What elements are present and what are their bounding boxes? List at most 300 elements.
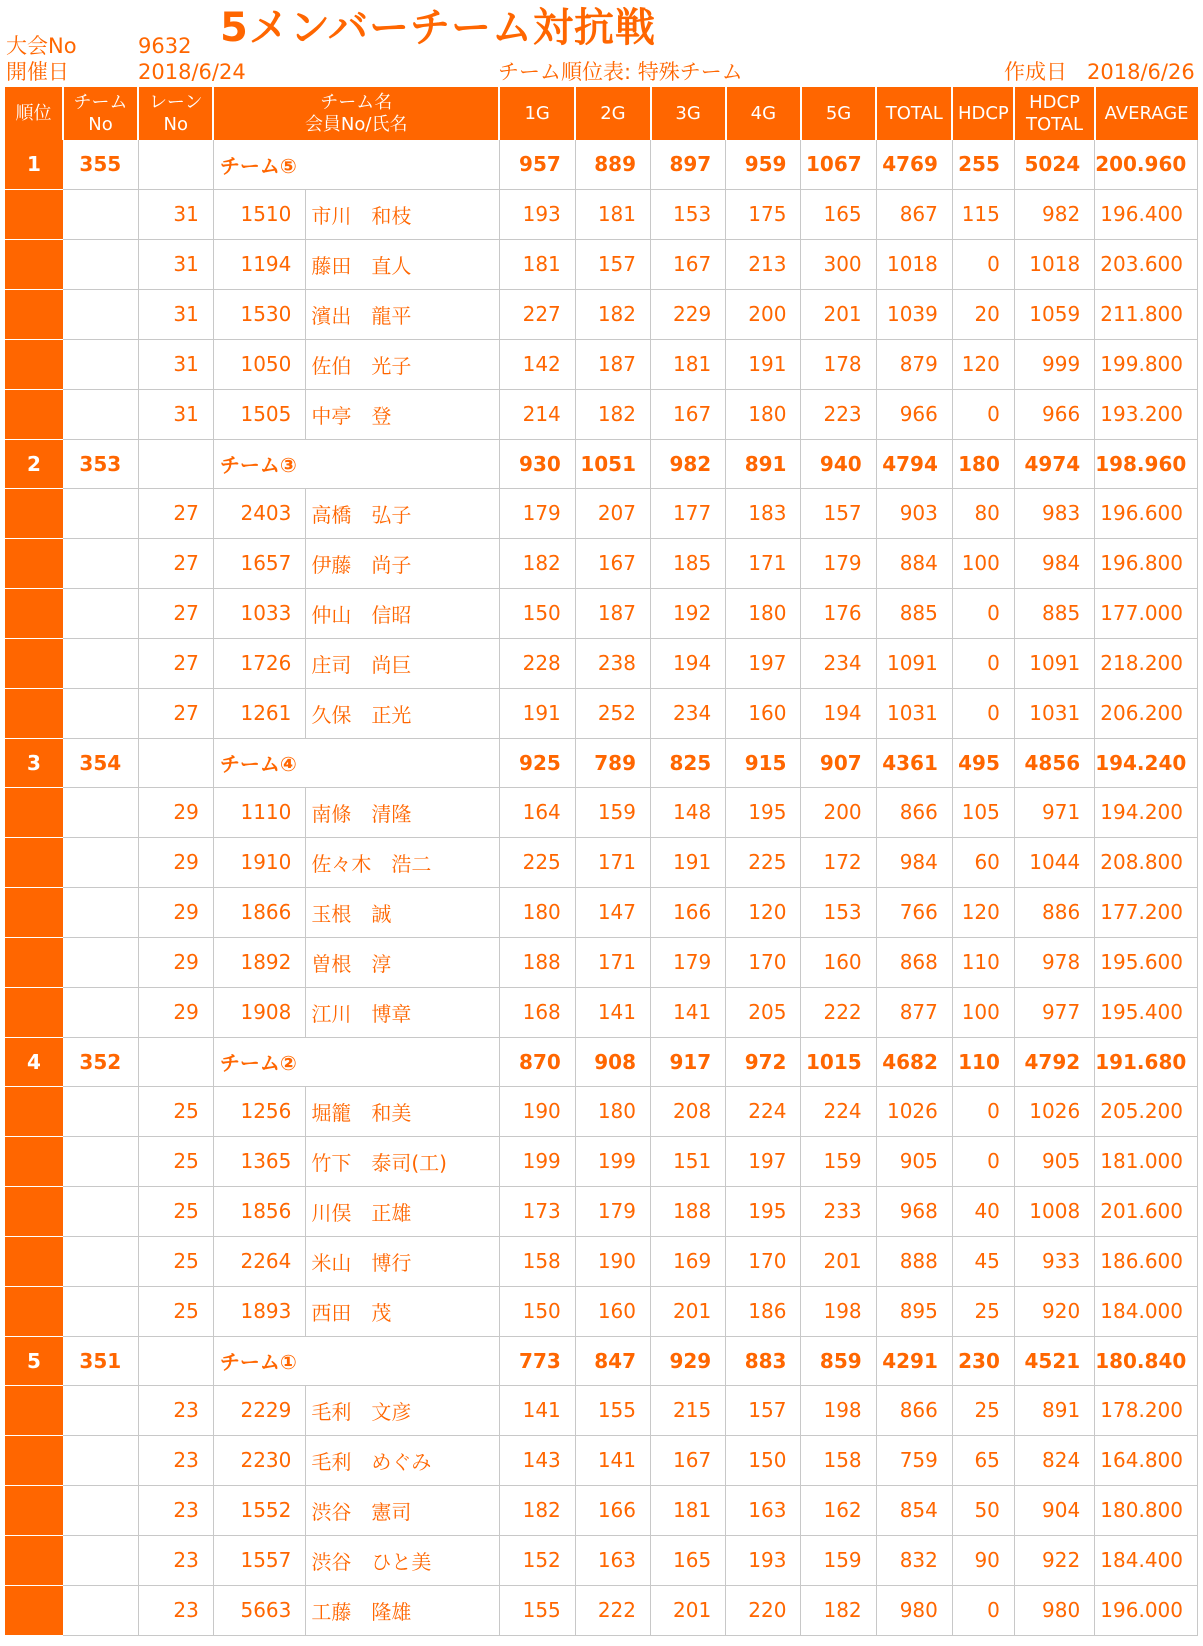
rank-cell — [5, 1435, 63, 1485]
team-g4-cell: 959 — [726, 140, 801, 189]
member-no-cell: 1033 — [213, 588, 306, 638]
member-g5-cell: 300 — [801, 239, 876, 289]
member-no-cell: 5663 — [213, 1585, 306, 1635]
member-g4-cell: 193 — [726, 1535, 801, 1585]
member-g5-cell: 179 — [801, 538, 876, 588]
member-average-cell: 196.400 — [1095, 189, 1198, 239]
rank-cell — [5, 887, 63, 937]
member-g5-cell: 234 — [801, 638, 876, 688]
rank-cell — [5, 688, 63, 738]
member-row — [5, 688, 1198, 738]
member-total-cell: 980 — [876, 1585, 952, 1635]
member-row — [5, 538, 1198, 588]
member-average-cell: 181.000 — [1095, 1136, 1198, 1186]
member-g1-cell: 191 — [499, 688, 575, 738]
member-hdcp-cell: 0 — [952, 688, 1014, 738]
team-name-cell: チーム② — [213, 1037, 499, 1086]
lane-cell — [138, 1037, 213, 1086]
member-g1-cell: 155 — [499, 1585, 575, 1635]
member-row — [5, 837, 1198, 887]
member-g4-cell: 163 — [726, 1485, 801, 1535]
member-g4-cell: 157 — [726, 1385, 801, 1435]
date-label: 開催日 — [6, 60, 69, 84]
member-total-cell: 1026 — [876, 1086, 952, 1136]
member-row — [5, 1435, 1198, 1485]
member-g3-cell: 169 — [651, 1236, 726, 1286]
col-rank: 順位 — [5, 87, 63, 140]
member-g5-cell: 233 — [801, 1186, 876, 1236]
member-g5-cell: 201 — [801, 289, 876, 339]
member-g5-cell: 153 — [801, 887, 876, 937]
team-name-cell: チーム① — [213, 1336, 499, 1385]
member-g1-cell: 199 — [499, 1136, 575, 1186]
member-hdcp-cell: 0 — [952, 1086, 1014, 1136]
member-total-cell: 1039 — [876, 289, 952, 339]
member-name-cell: 佐々木 浩二 — [306, 837, 499, 887]
member-name-cell: 市川 和枝 — [306, 189, 499, 239]
member-g5-cell: 159 — [801, 1535, 876, 1585]
member-g2-cell: 199 — [575, 1136, 650, 1186]
member-g2-cell: 141 — [575, 987, 650, 1037]
team-no-cell — [63, 488, 138, 538]
rank-cell — [5, 937, 63, 987]
member-g2-cell: 163 — [575, 1535, 650, 1585]
team-g5-cell: 859 — [801, 1336, 876, 1385]
member-g4-cell: 220 — [726, 1585, 801, 1635]
member-g1-cell: 143 — [499, 1435, 575, 1485]
member-hdcp-cell: 110 — [952, 937, 1014, 987]
member-row — [5, 1585, 1198, 1635]
member-g1-cell: 182 — [499, 1485, 575, 1535]
team-hdcp-total-cell: 5024 — [1014, 140, 1094, 189]
member-average-cell: 203.600 — [1095, 239, 1198, 289]
team-total-cell: 4682 — [876, 1037, 952, 1086]
team-hdcp-total-cell: 4856 — [1014, 738, 1094, 787]
member-total-cell: 1031 — [876, 688, 952, 738]
member-row — [5, 887, 1198, 937]
member-average-cell: 205.200 — [1095, 1086, 1198, 1136]
lane-cell — [138, 439, 213, 488]
member-hdcp-cell: 45 — [952, 1236, 1014, 1286]
col-g2: 2G — [575, 87, 650, 140]
team-average-cell: 194.240 — [1095, 738, 1198, 787]
member-no-cell: 1505 — [213, 389, 306, 439]
rank-cell: 3 — [5, 738, 63, 787]
member-hdcp-cell: 115 — [952, 189, 1014, 239]
member-g1-cell: 190 — [499, 1086, 575, 1136]
member-hdcp-total-cell: 886 — [1014, 887, 1094, 937]
member-no-cell: 1194 — [213, 239, 306, 289]
member-g4-cell: 160 — [726, 688, 801, 738]
member-g4-cell: 120 — [726, 887, 801, 937]
team-name-cell: チーム③ — [213, 439, 499, 488]
member-no-cell: 2403 — [213, 488, 306, 538]
team-row — [5, 140, 1198, 189]
team-g4-cell: 972 — [726, 1037, 801, 1086]
team-row — [5, 1336, 1198, 1385]
member-hdcp-total-cell: 933 — [1014, 1236, 1094, 1286]
col-g1: 1G — [499, 87, 575, 140]
rank-cell — [5, 837, 63, 887]
team-hdcp-cell: 255 — [952, 140, 1014, 189]
member-hdcp-total-cell: 1008 — [1014, 1186, 1094, 1236]
member-g1-cell: 225 — [499, 837, 575, 887]
member-no-cell: 2229 — [213, 1385, 306, 1435]
member-name-cell: 高橋 弘子 — [306, 488, 499, 538]
member-g5-cell: 201 — [801, 1236, 876, 1286]
team-g5-cell: 1067 — [801, 140, 876, 189]
rank-cell — [5, 787, 63, 837]
team-g5-cell: 940 — [801, 439, 876, 488]
member-average-cell: 186.600 — [1095, 1236, 1198, 1286]
rank-cell — [5, 1186, 63, 1236]
member-g5-cell: 176 — [801, 588, 876, 638]
member-g5-cell: 158 — [801, 1435, 876, 1485]
member-g4-cell: 213 — [726, 239, 801, 289]
member-g3-cell: 151 — [651, 1136, 726, 1186]
member-name-cell: 米山 博行 — [306, 1236, 499, 1286]
member-g1-cell: 173 — [499, 1186, 575, 1236]
team-g2-cell: 908 — [575, 1037, 650, 1086]
created-label: 作成日 — [1004, 60, 1067, 84]
lane-cell — [138, 1336, 213, 1385]
member-g1-cell: 152 — [499, 1535, 575, 1585]
page-title: 5メンバーチーム対抗戦 — [220, 5, 657, 51]
member-hdcp-cell: 100 — [952, 538, 1014, 588]
member-g2-cell: 159 — [575, 787, 650, 837]
member-g2-cell: 187 — [575, 339, 650, 389]
team-no-cell — [63, 1236, 138, 1286]
member-g3-cell: 229 — [651, 289, 726, 339]
team-name-cell: チーム④ — [213, 738, 499, 787]
member-no-cell: 1893 — [213, 1286, 306, 1336]
member-g5-cell: 159 — [801, 1136, 876, 1186]
team-no-cell — [63, 588, 138, 638]
team-name-cell: チーム⑤ — [213, 140, 499, 189]
member-g1-cell: 164 — [499, 787, 575, 837]
member-g2-cell: 180 — [575, 1086, 650, 1136]
lane-cell: 31 — [138, 289, 213, 339]
team-no-cell — [63, 189, 138, 239]
lane-cell: 25 — [138, 1186, 213, 1236]
team-no-cell — [63, 1136, 138, 1186]
member-g2-cell: 222 — [575, 1585, 650, 1635]
member-g3-cell: 153 — [651, 189, 726, 239]
lane-cell: 25 — [138, 1236, 213, 1286]
rank-cell — [5, 389, 63, 439]
member-total-cell: 879 — [876, 339, 952, 389]
member-row — [5, 239, 1198, 289]
member-g1-cell: 193 — [499, 189, 575, 239]
member-hdcp-cell: 60 — [952, 837, 1014, 887]
member-g3-cell: 141 — [651, 987, 726, 1037]
member-g2-cell: 166 — [575, 1485, 650, 1535]
member-hdcp-total-cell: 891 — [1014, 1385, 1094, 1435]
member-total-cell: 968 — [876, 1186, 952, 1236]
member-g3-cell: 191 — [651, 837, 726, 887]
member-row — [5, 1286, 1198, 1336]
member-g2-cell: 171 — [575, 937, 650, 987]
rank-cell — [5, 1136, 63, 1186]
member-row — [5, 1485, 1198, 1535]
member-hdcp-cell: 120 — [952, 887, 1014, 937]
tournament-no: 9632 — [138, 34, 192, 58]
member-average-cell: 177.200 — [1095, 887, 1198, 937]
member-row — [5, 1186, 1198, 1236]
team-total-cell: 4361 — [876, 738, 952, 787]
rank-cell — [5, 1086, 63, 1136]
member-average-cell: 195.400 — [1095, 987, 1198, 1037]
member-hdcp-total-cell: 984 — [1014, 538, 1094, 588]
member-total-cell: 854 — [876, 1485, 952, 1535]
member-g4-cell: 150 — [726, 1435, 801, 1485]
member-hdcp-cell: 0 — [952, 389, 1014, 439]
member-g1-cell: 228 — [499, 638, 575, 688]
member-g5-cell: 165 — [801, 189, 876, 239]
member-average-cell: 196.000 — [1095, 1585, 1198, 1635]
member-hdcp-total-cell: 1026 — [1014, 1086, 1094, 1136]
member-total-cell: 984 — [876, 837, 952, 887]
member-name-cell: 西田 茂 — [306, 1286, 499, 1336]
team-no-cell — [63, 688, 138, 738]
member-name-cell: 渋谷 憲司 — [306, 1485, 499, 1535]
member-average-cell: 193.200 — [1095, 389, 1198, 439]
lane-cell: 23 — [138, 1585, 213, 1635]
member-hdcp-total-cell: 885 — [1014, 588, 1094, 638]
lane-cell: 29 — [138, 937, 213, 987]
rank-cell — [5, 289, 63, 339]
team-no-cell — [63, 1435, 138, 1485]
team-no-cell — [63, 538, 138, 588]
member-average-cell: 177.000 — [1095, 588, 1198, 638]
member-g2-cell: 207 — [575, 488, 650, 538]
team-hdcp-total-cell: 4792 — [1014, 1037, 1094, 1086]
col-g3: 3G — [651, 87, 726, 140]
member-total-cell: 866 — [876, 787, 952, 837]
lane-cell: 25 — [138, 1086, 213, 1136]
member-no-cell: 1261 — [213, 688, 306, 738]
member-g2-cell: 182 — [575, 389, 650, 439]
member-hdcp-cell: 0 — [952, 1585, 1014, 1635]
member-name-cell: 庄司 尚巨 — [306, 638, 499, 688]
rank-cell: 2 — [5, 439, 63, 488]
member-name-cell: 南條 清隆 — [306, 787, 499, 837]
rank-cell — [5, 638, 63, 688]
rank-cell: 5 — [5, 1336, 63, 1385]
team-g3-cell: 825 — [651, 738, 726, 787]
member-hdcp-total-cell: 824 — [1014, 1435, 1094, 1485]
team-no-cell — [63, 339, 138, 389]
member-total-cell: 832 — [876, 1535, 952, 1585]
lane-cell: 31 — [138, 339, 213, 389]
team-g4-cell: 883 — [726, 1336, 801, 1385]
team-g3-cell: 897 — [651, 140, 726, 189]
member-row — [5, 1136, 1198, 1186]
member-g4-cell: 197 — [726, 638, 801, 688]
member-average-cell: 199.800 — [1095, 339, 1198, 389]
col-average: AVERAGE — [1095, 87, 1198, 140]
member-name-cell: 中亭 登 — [306, 389, 499, 439]
team-g2-cell: 847 — [575, 1336, 650, 1385]
rank-cell — [5, 1535, 63, 1585]
lane-cell: 23 — [138, 1485, 213, 1535]
member-hdcp-cell: 50 — [952, 1485, 1014, 1535]
col-lane-no: レーン No — [138, 87, 213, 140]
member-g4-cell: 170 — [726, 937, 801, 987]
member-hdcp-total-cell: 978 — [1014, 937, 1094, 987]
member-average-cell: 195.600 — [1095, 937, 1198, 987]
member-g1-cell: 227 — [499, 289, 575, 339]
team-no-cell — [63, 389, 138, 439]
member-g5-cell: 222 — [801, 987, 876, 1037]
lane-cell: 23 — [138, 1535, 213, 1585]
member-hdcp-total-cell: 1031 — [1014, 688, 1094, 738]
team-g1-cell: 957 — [499, 140, 575, 189]
team-average-cell: 200.960 — [1095, 140, 1198, 189]
member-g3-cell: 179 — [651, 937, 726, 987]
member-name-cell: 川俣 正雄 — [306, 1186, 499, 1236]
member-g1-cell: 158 — [499, 1236, 575, 1286]
col-team-no: チーム No — [63, 87, 138, 140]
lane-cell: 23 — [138, 1385, 213, 1435]
team-no-cell — [63, 239, 138, 289]
member-hdcp-cell: 120 — [952, 339, 1014, 389]
rank-cell — [5, 538, 63, 588]
member-hdcp-total-cell: 904 — [1014, 1485, 1094, 1535]
member-no-cell: 1657 — [213, 538, 306, 588]
member-g1-cell: 168 — [499, 987, 575, 1037]
member-g1-cell: 180 — [499, 887, 575, 937]
col-g4: 4G — [726, 87, 801, 140]
rank-cell — [5, 987, 63, 1037]
rank-cell — [5, 488, 63, 538]
member-total-cell: 866 — [876, 1385, 952, 1435]
member-average-cell: 194.200 — [1095, 787, 1198, 837]
member-total-cell: 966 — [876, 389, 952, 439]
member-g1-cell: 214 — [499, 389, 575, 439]
member-g5-cell: 182 — [801, 1585, 876, 1635]
member-hdcp-total-cell: 966 — [1014, 389, 1094, 439]
member-total-cell: 888 — [876, 1236, 952, 1286]
member-g4-cell: 195 — [726, 787, 801, 837]
member-no-cell: 1365 — [213, 1136, 306, 1186]
member-name-cell: 仲山 信昭 — [306, 588, 499, 638]
member-name-cell: 毛利 文彦 — [306, 1385, 499, 1435]
team-hdcp-total-cell: 4974 — [1014, 439, 1094, 488]
member-total-cell: 895 — [876, 1286, 952, 1336]
member-row — [5, 588, 1198, 638]
member-g3-cell: 192 — [651, 588, 726, 638]
member-row — [5, 1535, 1198, 1585]
member-g2-cell: 179 — [575, 1186, 650, 1236]
lane-cell: 31 — [138, 189, 213, 239]
rank-cell — [5, 189, 63, 239]
member-no-cell: 1530 — [213, 289, 306, 339]
member-name-cell: 藤田 直人 — [306, 239, 499, 289]
ranking-table — [5, 87, 1198, 1636]
col-hdcp-total: HDCP TOTAL — [1014, 87, 1094, 140]
member-g3-cell: 181 — [651, 1485, 726, 1535]
team-g3-cell: 982 — [651, 439, 726, 488]
lane-cell: 27 — [138, 688, 213, 738]
member-g4-cell: 171 — [726, 538, 801, 588]
member-no-cell: 1726 — [213, 638, 306, 688]
member-g5-cell: 157 — [801, 488, 876, 538]
member-average-cell: 196.600 — [1095, 488, 1198, 538]
member-total-cell: 884 — [876, 538, 952, 588]
member-g2-cell: 187 — [575, 588, 650, 638]
member-no-cell: 1557 — [213, 1535, 306, 1585]
member-g3-cell: 194 — [651, 638, 726, 688]
lane-cell: 27 — [138, 588, 213, 638]
member-hdcp-cell: 0 — [952, 638, 1014, 688]
member-hdcp-total-cell: 1018 — [1014, 239, 1094, 289]
member-total-cell: 903 — [876, 488, 952, 538]
member-g1-cell: 181 — [499, 239, 575, 289]
team-no-cell — [63, 1585, 138, 1635]
member-g4-cell: 175 — [726, 189, 801, 239]
member-row — [5, 1385, 1198, 1435]
member-total-cell: 1091 — [876, 638, 952, 688]
member-g2-cell: 190 — [575, 1236, 650, 1286]
member-name-cell: 渋谷 ひと美 — [306, 1535, 499, 1585]
team-g2-cell: 789 — [575, 738, 650, 787]
member-no-cell: 1510 — [213, 189, 306, 239]
team-no-cell: 355 — [63, 140, 138, 189]
member-g3-cell: 148 — [651, 787, 726, 837]
member-average-cell: 180.800 — [1095, 1485, 1198, 1535]
member-average-cell: 164.800 — [1095, 1435, 1198, 1485]
team-no-cell — [63, 1485, 138, 1535]
team-no-cell: 353 — [63, 439, 138, 488]
member-g3-cell: 188 — [651, 1186, 726, 1236]
member-total-cell: 877 — [876, 987, 952, 1037]
member-name-cell: 玉根 誠 — [306, 887, 499, 937]
member-row — [5, 1236, 1198, 1286]
team-g5-cell: 907 — [801, 738, 876, 787]
lane-cell: 29 — [138, 787, 213, 837]
team-g3-cell: 929 — [651, 1336, 726, 1385]
member-g1-cell: 179 — [499, 488, 575, 538]
member-average-cell: 206.200 — [1095, 688, 1198, 738]
member-average-cell: 184.400 — [1095, 1535, 1198, 1585]
member-hdcp-cell: 0 — [952, 1136, 1014, 1186]
team-g3-cell: 917 — [651, 1037, 726, 1086]
member-g4-cell: 195 — [726, 1186, 801, 1236]
member-g3-cell: 167 — [651, 239, 726, 289]
member-g5-cell: 223 — [801, 389, 876, 439]
member-name-cell: 竹下 泰司(工) — [306, 1136, 499, 1186]
member-g5-cell: 200 — [801, 787, 876, 837]
member-g3-cell: 215 — [651, 1385, 726, 1435]
member-total-cell: 867 — [876, 189, 952, 239]
member-no-cell: 1050 — [213, 339, 306, 389]
rank-cell — [5, 239, 63, 289]
member-g3-cell: 208 — [651, 1086, 726, 1136]
member-g4-cell: 186 — [726, 1286, 801, 1336]
lane-cell: 27 — [138, 638, 213, 688]
member-g4-cell: 197 — [726, 1136, 801, 1186]
team-hdcp-cell: 110 — [952, 1037, 1014, 1086]
team-no-cell: 352 — [63, 1037, 138, 1086]
lane-cell: 31 — [138, 389, 213, 439]
member-hdcp-cell: 105 — [952, 787, 1014, 837]
member-hdcp-cell: 100 — [952, 987, 1014, 1037]
member-hdcp-total-cell: 920 — [1014, 1286, 1094, 1336]
member-total-cell: 766 — [876, 887, 952, 937]
lane-cell: 23 — [138, 1435, 213, 1485]
member-row — [5, 937, 1198, 987]
